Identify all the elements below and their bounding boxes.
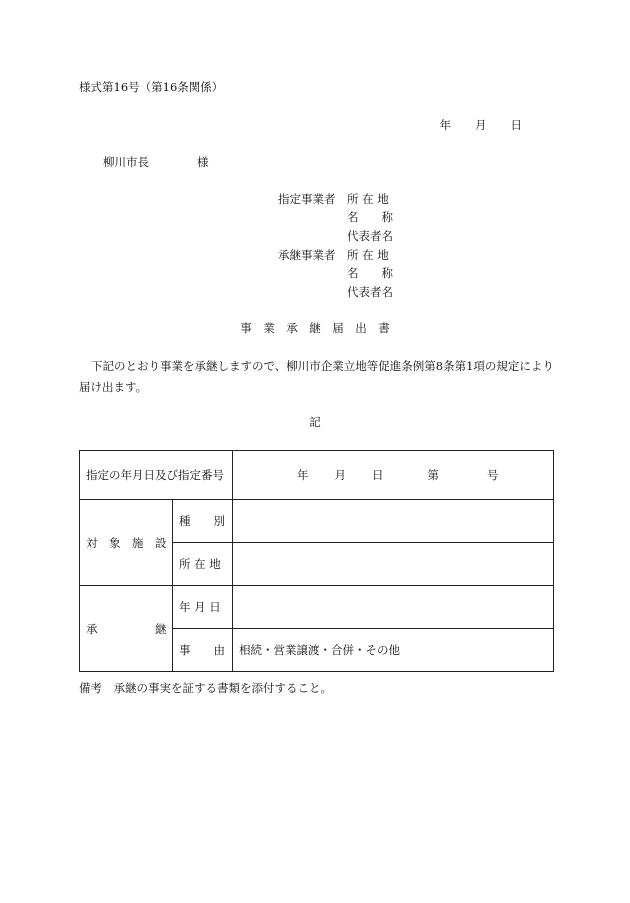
- addressee-name: 柳川市長: [103, 155, 149, 169]
- table-row: [80, 451, 554, 500]
- successor-representative-label: 代表者名: [347, 285, 393, 299]
- table-row: [80, 500, 554, 543]
- designation-dai: 第: [427, 468, 439, 482]
- facility-location-value: [233, 543, 554, 586]
- successor-operator-label: 承継事業者: [278, 248, 336, 262]
- detail-table: [79, 450, 554, 672]
- succession-reason-label: 事 由: [173, 629, 233, 672]
- succession-date-label: 年 月 日: [173, 586, 233, 629]
- successor-location-label: 所 在 地: [347, 248, 389, 262]
- body-text: 下記のとおり事業を承継しますので、柳川市企業立地等促進条例第8条第1項の規定により届け出ます。: [79, 359, 554, 394]
- date-day: 日: [510, 118, 522, 132]
- facility-label: 対 象 施 設: [80, 500, 173, 586]
- designation-month: 月: [334, 468, 346, 482]
- addressee: [103, 157, 209, 169]
- remarks-note: 備考 承継の事実を証する書類を添付すること。: [79, 681, 332, 695]
- designated-name-label: 名 称: [347, 210, 393, 224]
- date-month: 月: [475, 118, 487, 132]
- designation-value-cell: [233, 451, 554, 500]
- addressee-honorific: 様: [197, 155, 209, 169]
- successor-name-label: 名 称: [347, 266, 393, 280]
- designated-location-label: 所 在 地: [347, 192, 389, 206]
- designated-operator-label: 指定事業者: [278, 192, 336, 206]
- submission-date: [440, 120, 523, 132]
- date-year: 年: [439, 118, 451, 132]
- form-number: 様式第16号（第16条関係）: [79, 80, 224, 94]
- ki-heading: 記: [309, 415, 321, 429]
- facility-location-label: 所 在 地: [173, 543, 233, 586]
- document-title: 事 業 承 継 届 出 書: [240, 321, 390, 335]
- designation-year: 年: [297, 468, 309, 482]
- succession-reason-value: 相続・営業譲渡・合併・その他: [233, 629, 554, 672]
- designated-representative-label: 代表者名: [347, 229, 393, 243]
- facility-type-value: [233, 500, 554, 543]
- succession-date-value: [233, 586, 554, 629]
- designation-label: 指定の年月日及び指定番号: [80, 451, 233, 500]
- succession-label: 承 継: [80, 586, 173, 672]
- designation-day: 日: [372, 468, 384, 482]
- designation-go: 号: [487, 468, 499, 482]
- facility-type-label: 種 別: [173, 500, 233, 543]
- table-row: [80, 586, 554, 629]
